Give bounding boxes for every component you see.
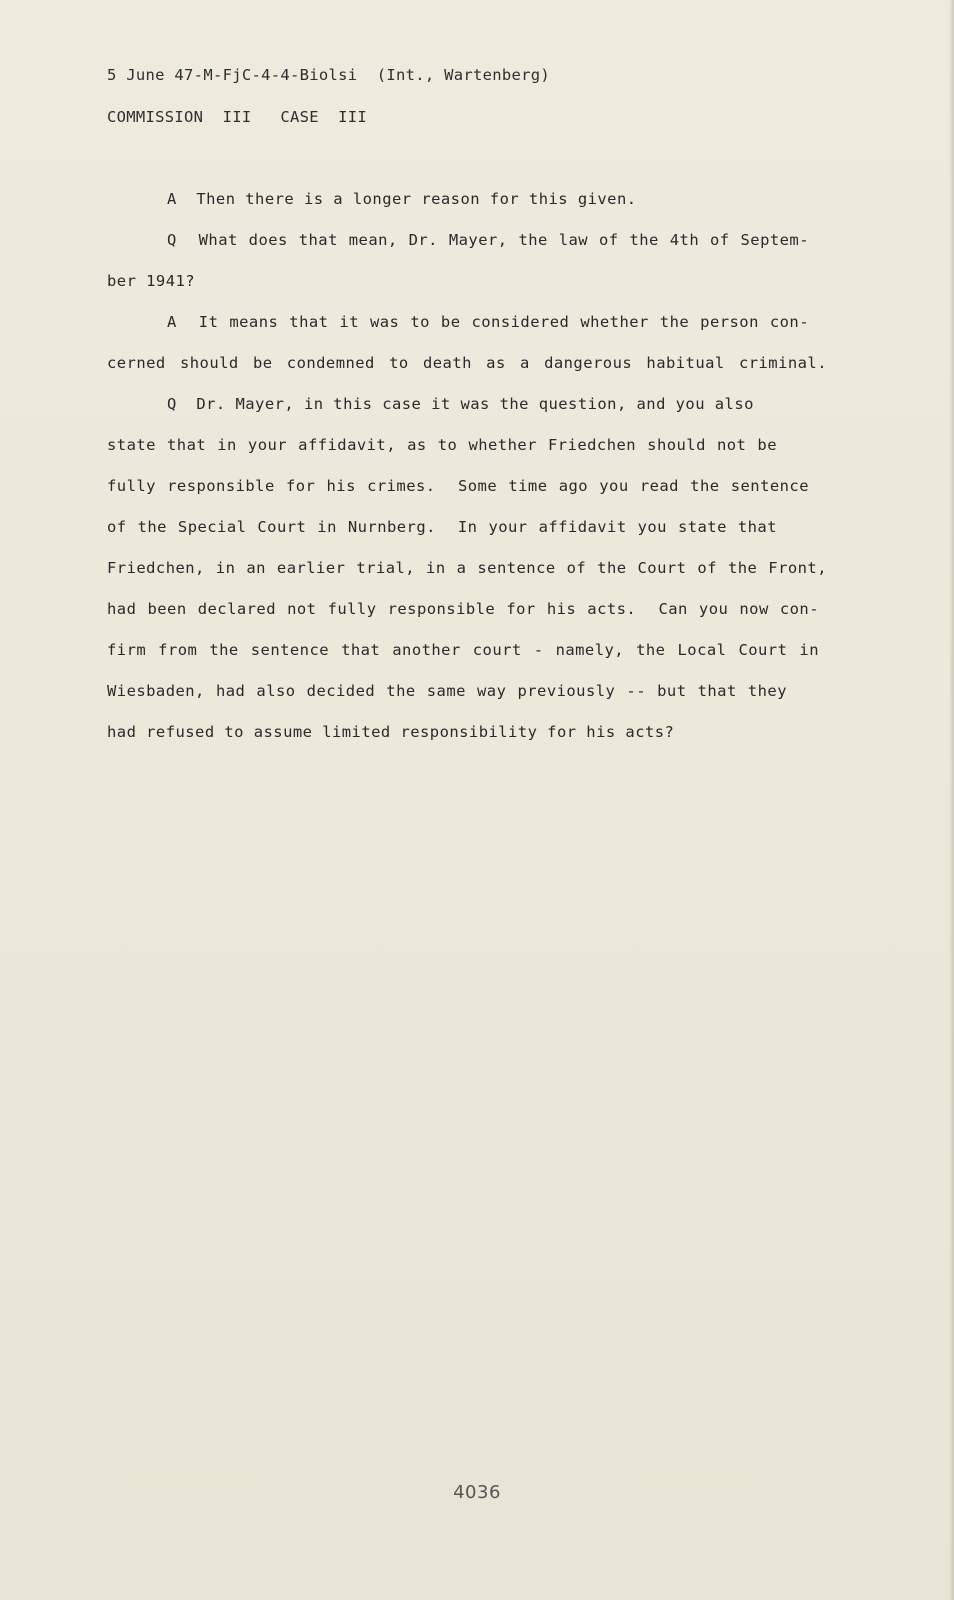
- question-line-continued: Friedchen, in an earlier trial, in a sentence of the Court of the Front,: [107, 559, 827, 577]
- question-line-continued: had refused to assume limited responsibility for his acts?: [107, 723, 675, 741]
- answer-line: A Then there is a longer reason for this given.: [167, 190, 637, 208]
- page-number: 4036: [453, 1482, 501, 1503]
- question-line: Q Dr. Mayer, in this case it was the question, and you also: [167, 395, 754, 413]
- question-line: Q What does that mean, Dr. Mayer, the law of the 4th of Septem-: [167, 231, 809, 249]
- transcript-header: 5 June 47-M-FjC-4-4-Biolsi (Int., Wartenberg): [107, 66, 551, 84]
- answer-line: A It means that it was to be considered whether the person con-: [167, 313, 809, 331]
- commission-case-line: COMMISSION III CASE III: [107, 108, 368, 126]
- question-line-continued: of the Special Court in Nurnberg. In your affidavit you state that: [107, 518, 777, 536]
- page-edge-shadow: [949, 0, 954, 1600]
- question-line-continued: Wiesbaden, had also decided the same way previously -- but that they: [107, 682, 787, 700]
- question-line-continued: fully responsible for his crimes. Some time ago you read the sentence: [107, 477, 809, 495]
- question-line-continued: state that in your affidavit, as to whether Friedchen should not be: [107, 436, 777, 454]
- question-line-continued: ber 1941?: [107, 272, 196, 290]
- question-line-continued: firm from the sentence that another court - namely, the Local Court in: [107, 641, 819, 659]
- question-line-continued: had been declared not fully responsible for his acts. Can you now con-: [107, 600, 819, 618]
- answer-line-continued: cerned should be condemned to death as a dangerous habitual criminal.: [107, 354, 827, 372]
